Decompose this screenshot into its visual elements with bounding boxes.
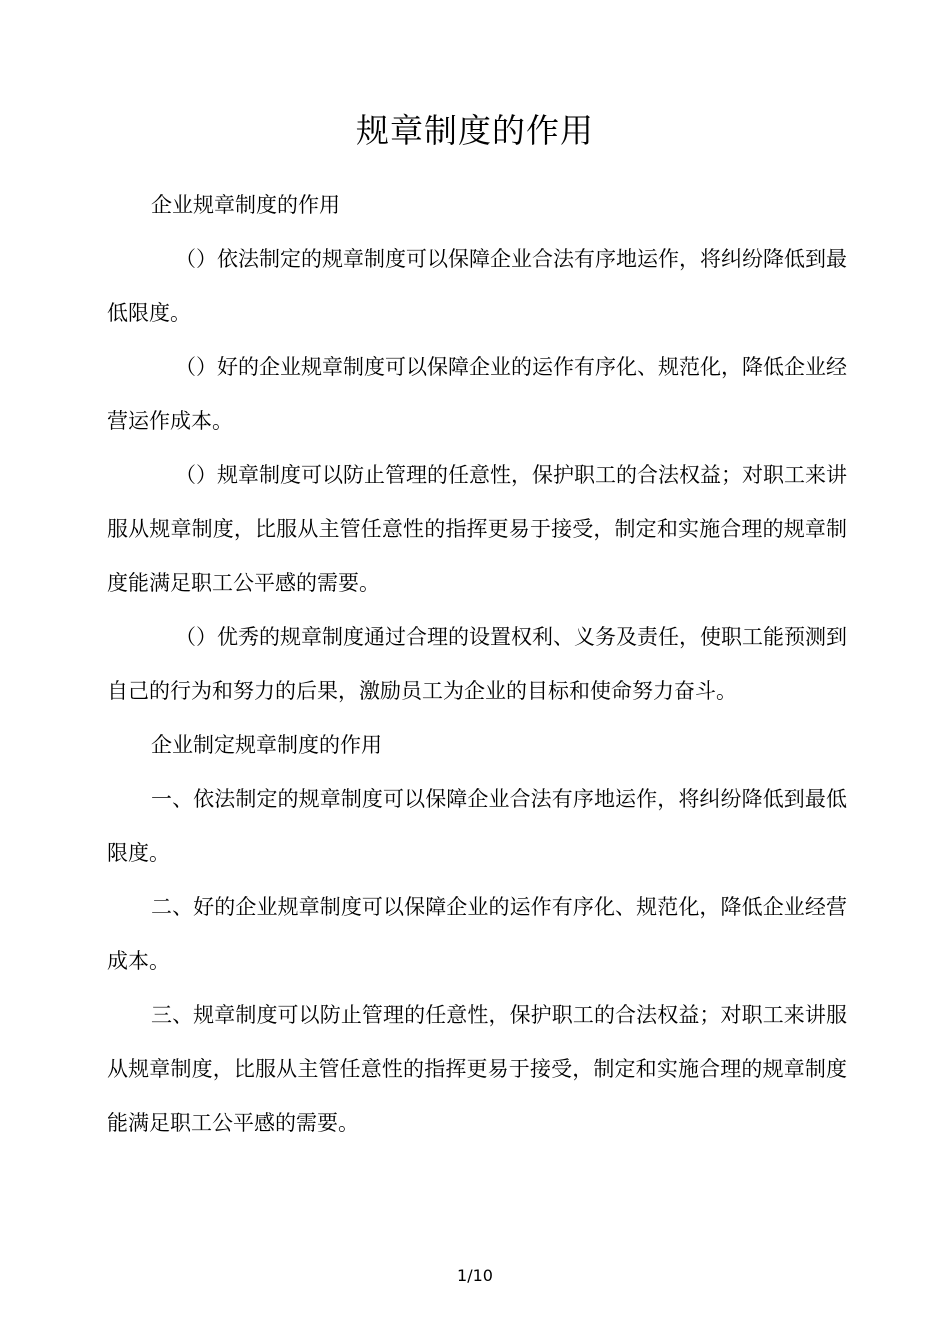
section-heading-1: 企业规章制度的作用: [151, 193, 340, 217]
paragraph-item-1: （）依法制定的规章制度可以保障企业合法有序地运作，将纠纷降低到最低限度。: [107, 247, 847, 325]
paragraph-point-1: 一、依法制定的规章制度可以保障企业合法有序地运作，将纠纷降低到最低限度。: [107, 787, 847, 865]
paragraph-item-2: （）好的企业规章制度可以保障企业的运作有序化、规范化，降低企业经营运作成本。: [107, 355, 847, 433]
page-title: 规章制度的作用: [356, 111, 594, 150]
paragraph-point-2: 二、好的企业规章制度可以保障企业的运作有序化、规范化，降低企业经营成本。: [107, 895, 847, 973]
page-number: 1/10: [457, 1266, 493, 1285]
paragraph-item-4: （）优秀的规章制度通过合理的设置权利、义务及责任，使职工能预测到自己的行为和努力的后果，激励员工为企业的目标和使命努力奋斗。: [107, 625, 847, 703]
document-body: [107, 178, 847, 1150]
paragraph-point-3: 三、规章制度可以防止管理的任意性，保护职工的合法权益；对职工来讲服从规章制度，比服从主管任意性的指挥更易于接受，制定和实施合理的规章制度能满足职工公平感的需要。: [107, 1003, 847, 1135]
section-heading-2: 企业制定规章制度的作用: [151, 733, 382, 757]
paragraph-item-3: （）规章制度可以防止管理的任意性，保护职工的合法权益；对职工来讲服从规章制度，比服从主管任意性的指挥更易于接受，制定和实施合理的规章制度能满足职工公平感的需要。: [107, 463, 847, 595]
